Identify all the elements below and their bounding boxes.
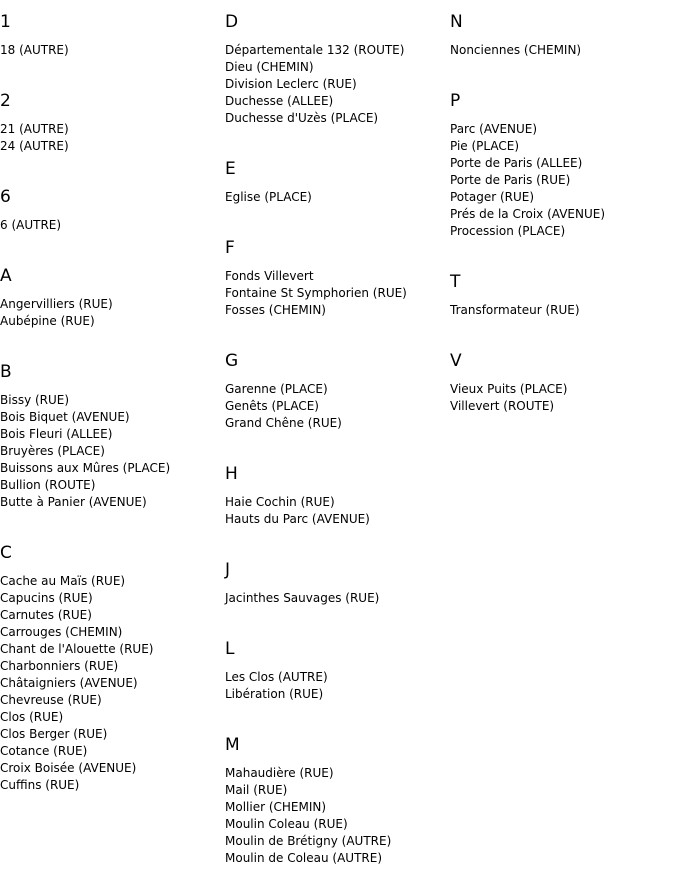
street-item: Carnutes (RUE) <box>0 608 92 622</box>
street-item: Eglise (PLACE) <box>225 190 312 204</box>
section-spacer <box>0 234 222 254</box>
street-item: Division Leclerc (RUE) <box>225 77 357 91</box>
section-letter-heading: 2 <box>0 91 11 111</box>
section-spacer <box>450 319 672 339</box>
street-item: Moulin Coleau (RUE) <box>225 817 348 831</box>
street-item: Mahaudière (RUE) <box>225 766 334 780</box>
section-spacer <box>225 319 447 339</box>
letter-section <box>450 272 672 339</box>
street-item: Villevert (ROUTE) <box>450 399 555 413</box>
street-item: Carrouges (CHEMIN) <box>0 625 123 639</box>
street-list <box>225 189 447 206</box>
street-item: Croix Boisée (AVENUE) <box>0 761 137 775</box>
street-list <box>450 381 672 415</box>
section-letter-heading: B <box>0 362 12 382</box>
street-item: Angervilliers (RUE) <box>0 297 113 311</box>
section-letter-heading: M <box>225 735 240 755</box>
street-item: Mollier (CHEMIN) <box>225 800 327 814</box>
street-item: 18 (AUTRE) <box>0 43 69 57</box>
street-list <box>225 268 447 319</box>
street-item: Parc (AVENUE) <box>450 122 538 136</box>
street-item: Fonds Villevert <box>225 269 314 283</box>
section-spacer <box>225 867 447 887</box>
street-item: Vieux Puits (PLACE) <box>450 382 568 396</box>
street-item: Butte à Panier (AVENUE) <box>0 495 147 509</box>
street-item: Hauts du Parc (AVENUE) <box>225 512 370 526</box>
street-list <box>450 302 672 319</box>
street-item: Bissy (RUE) <box>0 393 70 407</box>
letter-section <box>225 464 447 548</box>
street-item: Genêts (PLACE) <box>225 399 319 413</box>
street-item: Grand Chêne (RUE) <box>225 416 342 430</box>
street-list <box>225 494 447 528</box>
street-item: Dieu (CHEMIN) <box>225 60 314 74</box>
street-list <box>225 669 447 703</box>
street-item: 6 (AUTRE) <box>0 218 62 232</box>
section-letter-heading: T <box>450 272 461 292</box>
street-item: Bruyères (PLACE) <box>0 444 105 458</box>
section-letter-heading: 6 <box>0 187 11 207</box>
street-item: Porte de Paris (ALLEE) <box>450 156 583 170</box>
letter-section <box>225 735 447 887</box>
street-item: 21 (AUTRE) <box>0 122 69 136</box>
street-item: Aubépine (RUE) <box>0 314 95 328</box>
street-list <box>450 42 672 59</box>
street-item: Châtaigniers (AVENUE) <box>0 676 138 690</box>
street-list <box>0 217 222 234</box>
letter-section <box>450 91 672 260</box>
street-item: Clos (RUE) <box>0 710 64 724</box>
letter-section <box>450 351 672 435</box>
street-item: Duchesse (ALLEE) <box>225 94 334 108</box>
street-item: Transformateur (RUE) <box>450 303 580 317</box>
section-spacer <box>0 59 222 79</box>
section-spacer <box>225 607 447 627</box>
street-item: Potager (RUE) <box>450 190 535 204</box>
section-letter-heading: L <box>225 639 235 659</box>
column-2 <box>225 0 447 887</box>
section-letter-heading: H <box>225 464 238 484</box>
street-list <box>0 121 222 155</box>
letter-section <box>225 159 447 226</box>
street-item: Pie (PLACE) <box>450 139 520 153</box>
section-letter-heading: J <box>225 560 231 580</box>
section-letter-heading: C <box>0 543 12 563</box>
street-list <box>450 121 672 240</box>
section-spacer <box>0 330 222 350</box>
street-item: Cache au Maïs (RUE) <box>0 574 126 588</box>
street-item: Buissons aux Mûres (PLACE) <box>0 461 171 475</box>
street-list <box>0 42 222 59</box>
street-item: Jacinthes Sauvages (RUE) <box>225 591 380 605</box>
letter-section <box>225 12 447 147</box>
street-item: Les Clos (AUTRE) <box>225 670 328 684</box>
letter-section <box>225 238 447 339</box>
street-item: Cuffins (RUE) <box>0 778 80 792</box>
street-item: Porte de Paris (RUE) <box>450 173 571 187</box>
letter-section <box>0 91 222 175</box>
street-item: Moulin de Brétigny (AUTRE) <box>225 834 392 848</box>
street-item: Procession (PLACE) <box>450 224 566 238</box>
street-list <box>225 765 447 867</box>
street-item: Garenne (PLACE) <box>225 382 328 396</box>
section-spacer <box>450 59 672 79</box>
street-item: Bois Biquet (AVENUE) <box>0 410 130 424</box>
section-letter-heading: F <box>225 238 235 258</box>
street-item: Mail (RUE) <box>225 783 288 797</box>
street-list <box>225 381 447 432</box>
letter-section <box>0 12 222 79</box>
letter-section <box>225 639 447 723</box>
street-list <box>0 392 222 511</box>
section-spacer <box>225 206 447 226</box>
letter-section <box>0 266 222 350</box>
section-letter-heading: G <box>225 351 239 371</box>
column-3 <box>450 0 672 435</box>
street-item: Haie Cochin (RUE) <box>225 495 335 509</box>
section-letter-heading: E <box>225 159 236 179</box>
street-item: Fosses (CHEMIN) <box>225 303 326 317</box>
street-list <box>0 573 222 794</box>
letter-section <box>225 351 447 452</box>
section-spacer <box>450 415 672 435</box>
section-letter-heading: A <box>0 266 12 286</box>
street-item: Moulin de Coleau (AUTRE) <box>225 851 383 865</box>
street-list <box>225 590 447 607</box>
section-letter-heading: D <box>225 12 239 32</box>
letter-section <box>0 187 222 254</box>
street-item: 24 (AUTRE) <box>0 139 69 153</box>
section-spacer <box>225 703 447 723</box>
section-spacer <box>0 155 222 175</box>
street-item: Chevreuse (RUE) <box>0 693 102 707</box>
letter-section <box>0 543 222 814</box>
section-spacer <box>225 528 447 548</box>
street-list <box>225 42 447 127</box>
street-item: Capucins (RUE) <box>0 591 93 605</box>
section-letter-heading: P <box>450 91 461 111</box>
section-letter-heading: N <box>450 12 463 32</box>
letter-section <box>0 362 222 531</box>
street-item: Bois Fleuri (ALLEE) <box>0 427 113 441</box>
street-item: Charbonniers (RUE) <box>0 659 119 673</box>
street-item: Bullion (ROUTE) <box>0 478 96 492</box>
column-1 <box>0 0 222 814</box>
section-letter-heading: 1 <box>0 12 11 32</box>
section-spacer <box>450 240 672 260</box>
street-list <box>0 296 222 330</box>
section-spacer <box>225 432 447 452</box>
section-spacer <box>0 794 222 814</box>
letter-section <box>225 560 447 627</box>
street-item: Départementale 132 (ROUTE) <box>225 43 405 57</box>
section-spacer <box>225 127 447 147</box>
street-item: Cotance (RUE) <box>0 744 88 758</box>
letter-section <box>450 12 672 79</box>
section-spacer <box>0 511 222 531</box>
section-letter-heading: V <box>450 351 462 371</box>
street-item: Libération (RUE) <box>225 687 324 701</box>
street-item: Prés de la Croix (AVENUE) <box>450 207 606 221</box>
street-item: Clos Berger (RUE) <box>0 727 108 741</box>
street-item: Nonciennes (CHEMIN) <box>450 43 582 57</box>
street-item: Chant de l'Alouette (RUE) <box>0 642 154 656</box>
street-item: Fontaine St Symphorien (RUE) <box>225 286 407 300</box>
street-item: Duchesse d'Uzès (PLACE) <box>225 111 379 125</box>
